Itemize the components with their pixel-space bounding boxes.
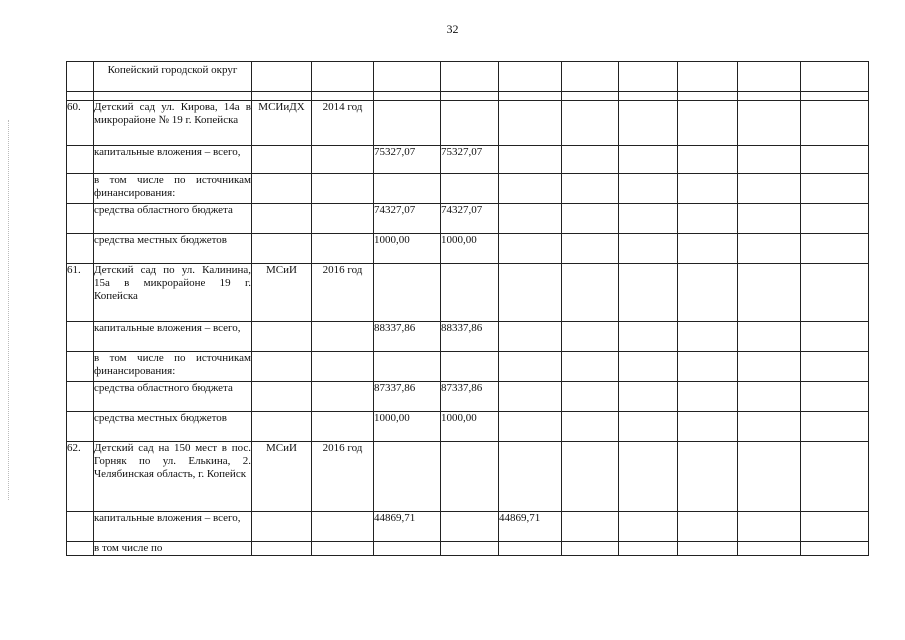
empty-cell (562, 101, 619, 146)
empty-cell (562, 542, 619, 556)
value-2014: 88337,86 (441, 322, 499, 352)
total-value: 88337,86 (374, 322, 441, 352)
empty-cell (678, 442, 738, 512)
empty-cell (738, 412, 801, 442)
table-row (67, 512, 869, 542)
row-number (67, 382, 94, 412)
row-number (67, 234, 94, 264)
item-name: Детский сад по ул. Калинина, 15а в микрорайоне 19 г. Копейска (94, 264, 252, 322)
item-name: в том числе по источникам финансирования: (94, 174, 252, 204)
empty-cell (738, 382, 801, 412)
executor (252, 382, 312, 412)
table-row (67, 234, 869, 264)
year (312, 146, 374, 174)
value-2014 (441, 101, 499, 146)
row-number (67, 542, 94, 556)
executor: МСиИ (252, 264, 312, 322)
year: 2016 год (312, 442, 374, 512)
total-value: 1000,00 (374, 412, 441, 442)
table-row (67, 101, 869, 146)
value-2015 (499, 382, 562, 412)
empty-cell (562, 204, 619, 234)
empty-cell (738, 512, 801, 542)
empty-cell (678, 174, 738, 204)
year (312, 234, 374, 264)
value-2014 (441, 542, 499, 556)
row-number: 62. (67, 442, 94, 512)
executor (252, 542, 312, 556)
margin-line (8, 120, 10, 500)
executor (252, 352, 312, 382)
empty-cell (801, 146, 869, 174)
empty-cell (678, 146, 738, 174)
year: 2016 год (312, 264, 374, 322)
item-name: средства местных бюджетов (94, 234, 252, 264)
value-2015: 44869,71 (499, 512, 562, 542)
empty-cell (562, 264, 619, 322)
empty-cell (801, 382, 869, 412)
section-title-cell (94, 62, 252, 92)
executor (252, 146, 312, 174)
total-value: 87337,86 (374, 382, 441, 412)
empty-cell (619, 352, 678, 382)
empty-cell (678, 352, 738, 382)
year (312, 542, 374, 556)
year (312, 382, 374, 412)
total-value: 74327,07 (374, 204, 441, 234)
total-value: 75327,07 (374, 146, 441, 174)
item-name: капитальные вложения – всего, (94, 146, 252, 174)
empty-cell (738, 322, 801, 352)
empty-cell (619, 322, 678, 352)
table-row (67, 146, 869, 174)
table-row (67, 382, 869, 412)
empty-cell (619, 174, 678, 204)
row-number (67, 412, 94, 442)
table-row (67, 204, 869, 234)
empty-cell (801, 101, 869, 146)
year (312, 512, 374, 542)
total-value (374, 264, 441, 322)
value-2015 (499, 146, 562, 174)
value-2014: 75327,07 (441, 146, 499, 174)
empty-cell (738, 101, 801, 146)
empty-cell (562, 322, 619, 352)
empty-cell (801, 352, 869, 382)
year (312, 174, 374, 204)
empty-cell (562, 412, 619, 442)
year (312, 352, 374, 382)
item-name: в том числе по источникам финансирования: (94, 352, 252, 382)
row-number (67, 146, 94, 174)
value-2015 (499, 264, 562, 322)
value-2015 (499, 204, 562, 234)
value-2014: 1000,00 (441, 412, 499, 442)
executor: МСИиДХ (252, 101, 312, 146)
empty-cell (801, 512, 869, 542)
executor (252, 322, 312, 352)
empty-cell (801, 412, 869, 442)
empty-cell (562, 234, 619, 264)
value-2015 (499, 412, 562, 442)
empty-cell (738, 442, 801, 512)
empty-cell (678, 264, 738, 322)
total-value (374, 174, 441, 204)
value-2014: 1000,00 (441, 234, 499, 264)
value-2015 (499, 352, 562, 382)
empty-cell (619, 101, 678, 146)
year (312, 412, 374, 442)
empty-cell (738, 234, 801, 264)
total-value (374, 101, 441, 146)
empty-cell (562, 442, 619, 512)
row-number: 61. (67, 264, 94, 322)
row-number (67, 322, 94, 352)
value-2014 (441, 442, 499, 512)
empty-cell (562, 512, 619, 542)
empty-cell (562, 352, 619, 382)
empty-cell (619, 264, 678, 322)
empty-cell (678, 101, 738, 146)
value-2014 (441, 264, 499, 322)
empty-cell (678, 322, 738, 352)
item-name: средства областного бюджета (94, 382, 252, 412)
empty-cell (678, 382, 738, 412)
value-2014: 74327,07 (441, 204, 499, 234)
item-name: Детский сад на 150 мест в пос. Горняк по ул. Елькина, 2. Челябинская область, г. Копейск (94, 442, 252, 512)
section-title: Копейский городской округ (107, 64, 238, 76)
empty-cell (562, 382, 619, 412)
empty-cell (738, 542, 801, 556)
value-2014 (441, 352, 499, 382)
value-2015 (499, 234, 562, 264)
row-number (67, 512, 94, 542)
row-number (67, 352, 94, 382)
empty-cell (619, 542, 678, 556)
year: 2014 год (312, 101, 374, 146)
item-name: средства местных бюджетов (94, 412, 252, 442)
row-number: 60. (67, 101, 94, 146)
row-number (67, 204, 94, 234)
empty-cell (738, 264, 801, 322)
item-name: средства областного бюджета (94, 204, 252, 234)
executor: МСиИ (252, 442, 312, 512)
cell (67, 62, 94, 92)
table-row (67, 442, 869, 512)
empty-cell (619, 382, 678, 412)
empty-cell (619, 234, 678, 264)
page-number: 32 (446, 22, 459, 36)
year (312, 322, 374, 352)
empty-cell (678, 412, 738, 442)
empty-cell (801, 204, 869, 234)
empty-cell (801, 264, 869, 322)
empty-cell (801, 174, 869, 204)
empty-cell (678, 512, 738, 542)
empty-cell (619, 512, 678, 542)
empty-cell (738, 204, 801, 234)
empty-cell (619, 204, 678, 234)
empty-cell (801, 322, 869, 352)
value-2015 (499, 174, 562, 204)
table-row (67, 322, 869, 352)
total-value: 1000,00 (374, 234, 441, 264)
total-value (374, 352, 441, 382)
program-table (66, 61, 869, 556)
item-name: в том числе по (94, 542, 252, 556)
year (312, 204, 374, 234)
value-2014 (441, 174, 499, 204)
empty-cell (619, 146, 678, 174)
empty-cell (562, 146, 619, 174)
empty-cell (619, 442, 678, 512)
value-2014 (441, 512, 499, 542)
empty-cell (738, 174, 801, 204)
executor (252, 412, 312, 442)
section-header-row (67, 62, 869, 92)
value-2015 (499, 101, 562, 146)
item-name: Детский сад ул. Кирова, 14а в микрорайоне № 19 г. Копейска (94, 101, 252, 146)
total-value: 44869,71 (374, 512, 441, 542)
item-name: капитальные вложения – всего, (94, 512, 252, 542)
table-row (67, 542, 869, 556)
empty-cell (678, 542, 738, 556)
empty-cell (738, 146, 801, 174)
table-row (67, 412, 869, 442)
empty-cell (801, 234, 869, 264)
empty-cell (738, 352, 801, 382)
value-2015 (499, 322, 562, 352)
table-row (67, 264, 869, 322)
item-name: капитальные вложения – всего, (94, 322, 252, 352)
value-2014: 87337,86 (441, 382, 499, 412)
spacer-row (67, 92, 869, 101)
table-row (67, 352, 869, 382)
empty-cell (562, 174, 619, 204)
empty-cell (801, 442, 869, 512)
row-number (67, 174, 94, 204)
table-row (67, 174, 869, 204)
value-2015 (499, 542, 562, 556)
empty-cell (801, 542, 869, 556)
total-value (374, 442, 441, 512)
empty-cell (678, 204, 738, 234)
executor (252, 204, 312, 234)
value-2015 (499, 442, 562, 512)
executor (252, 234, 312, 264)
executor (252, 512, 312, 542)
empty-cell (619, 412, 678, 442)
total-value (374, 542, 441, 556)
executor (252, 174, 312, 204)
empty-cell (678, 234, 738, 264)
